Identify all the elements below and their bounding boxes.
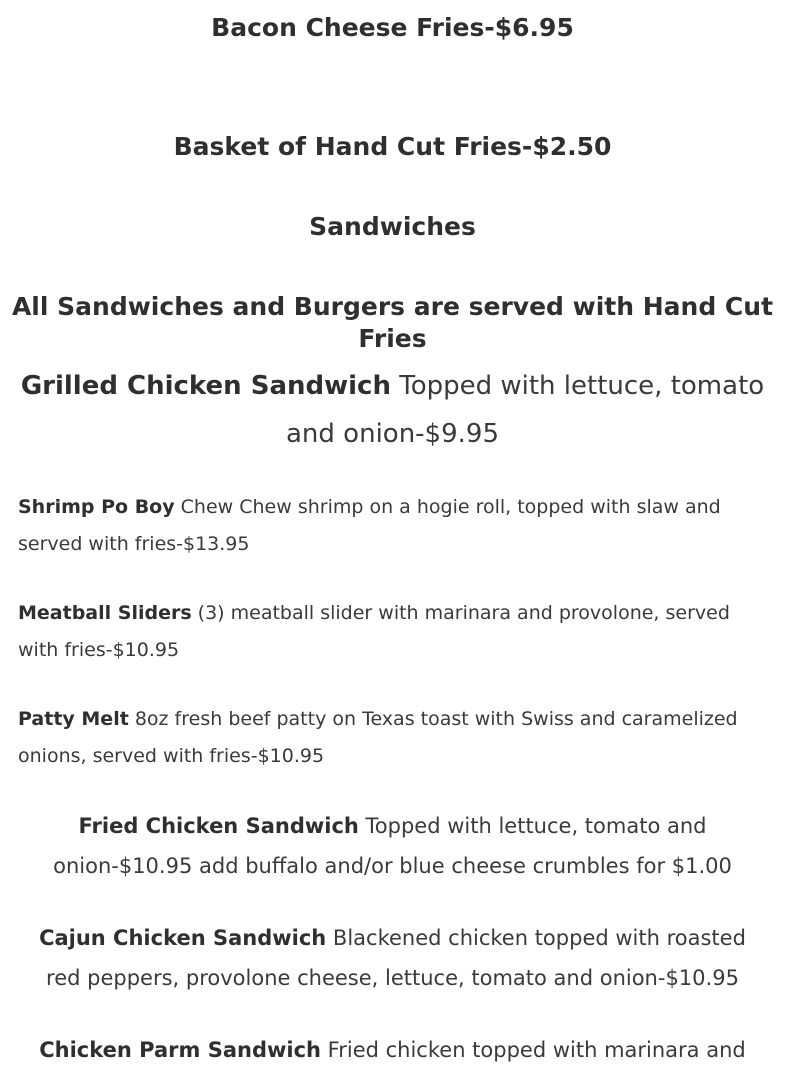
item-name: Meatball Sliders <box>18 602 192 624</box>
sandwiches-heading: Sandwiches <box>309 212 476 241</box>
item-description: Topped with lettuce, tomato and onion-$9.95 <box>286 371 765 449</box>
item-description: 8oz fresh beef patty on Texas toast with Swiss and caramelized onions, served with fries-$10.95 <box>18 708 738 767</box>
menu-item-patty-melt <box>0 701 785 775</box>
item-description: Topped with lettuce, tomato and onion-$10.95 add buffalo and/or blue cheese crumbles for $1.00 <box>53 814 732 878</box>
item-name: Fried Chicken Sandwich <box>78 814 359 838</box>
served-note-heading: All Sandwiches and Burgers are served with Hand Cut Fries <box>11 292 774 353</box>
item-description: Blackened chicken topped with roasted red peppers, provolone cheese, lettuce, tomato and onion-$10.95 <box>46 926 746 990</box>
menu-item-grilled-chicken <box>0 362 785 458</box>
menu-item-shrimp-po-boy <box>0 489 785 563</box>
item-description: Chew Chew shrimp on a hogie roll, topped with slaw and served with fries-$13.95 <box>18 496 721 555</box>
menu-item-meatball-sliders <box>0 595 785 669</box>
item-name: Patty Melt <box>18 708 129 730</box>
item-name: Shrimp Po Boy <box>18 496 175 518</box>
item-description: (3) meatball slider with marinara and provolone, served with fries-$10.95 <box>18 602 730 661</box>
item-name: Cajun Chicken Sandwich <box>39 926 327 950</box>
bacon-cheese-fries-heading: Bacon Cheese Fries-$6.95 <box>211 13 574 42</box>
menu-item-chicken-parm <box>0 1030 785 1070</box>
item-description: Fried chicken topped with marinara and <box>321 1038 746 1062</box>
menu-item-cajun-chicken <box>0 918 785 998</box>
menu-item-fried-chicken <box>0 806 785 886</box>
item-name: Chicken Parm Sandwich <box>39 1038 321 1062</box>
item-name: Grilled Chicken Sandwich <box>20 371 391 401</box>
basket-fries-heading: Basket of Hand Cut Fries-$2.50 <box>173 132 612 161</box>
